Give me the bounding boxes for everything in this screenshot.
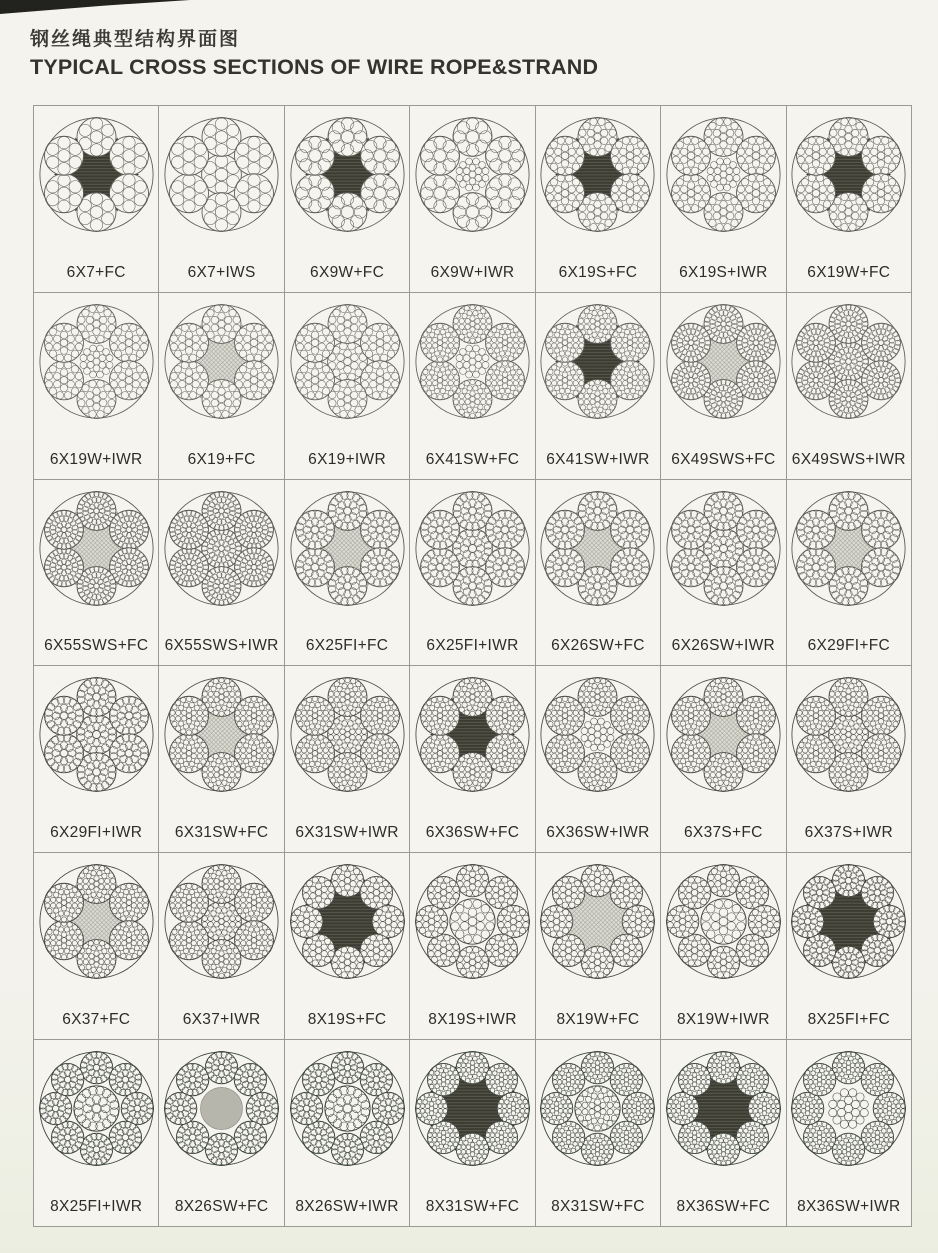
rope-cell	[787, 853, 912, 1040]
rope-label: 8X25FI+IWR	[50, 1197, 143, 1215]
rope-label: 6X36SW+IWR	[546, 824, 650, 842]
rope-cell	[661, 1040, 786, 1227]
rope-label: 8X36SW+FC	[676, 1197, 771, 1215]
rope-label: 6X36SW+FC	[425, 824, 520, 842]
rope-cross-section-diagram	[412, 301, 533, 422]
rope-label: 6X7+FC	[66, 263, 126, 281]
rope-cross-section-diagram	[788, 301, 909, 422]
rope-label: 8X26SW+FC	[174, 1197, 269, 1215]
rope-cross-section-diagram	[412, 1048, 533, 1169]
rope-label: 8X36SW+IWR	[797, 1197, 901, 1215]
rope-label: 8X19S+FC	[307, 1011, 387, 1029]
rope-cross-section-diagram	[36, 301, 157, 422]
rope-label: 6X25FI+FC	[305, 637, 389, 655]
rope-cell	[787, 480, 912, 667]
rope-cross-section-diagram	[412, 861, 533, 982]
rope-cell	[410, 666, 535, 853]
rope-cross-section-diagram	[537, 861, 658, 982]
page-title-chinese: 钢丝绳典型结构界面图	[30, 29, 241, 50]
rope-label: 8X26SW+IWR	[295, 1197, 399, 1215]
rope-cell	[285, 106, 410, 293]
rope-cell	[661, 666, 786, 853]
rope-cell	[410, 480, 535, 667]
rope-cell	[285, 293, 410, 480]
rope-cell	[159, 1040, 284, 1227]
rope-cell	[787, 666, 912, 853]
rope-label: 6X19+FC	[187, 450, 256, 468]
rope-label: 6X19W+FC	[807, 263, 891, 281]
scan-artifact-corner	[0, 0, 190, 14]
rope-cross-section-diagram	[663, 114, 784, 235]
rope-cross-section-diagram	[36, 861, 157, 982]
rope-cross-section-diagram	[36, 114, 157, 235]
rope-label: 8X25FI+FC	[807, 1011, 890, 1029]
rope-label: 6X41SW+FC	[425, 450, 520, 468]
rope-cross-section-diagram	[663, 301, 784, 422]
rope-cross-section-diagram	[287, 488, 408, 609]
rope-label: 6X31SW+FC	[174, 824, 269, 842]
rope-label: 6X55SWS+IWR	[164, 637, 279, 655]
rope-label: 6X19S+IWR	[679, 263, 768, 281]
rope-cell	[285, 480, 410, 667]
rope-label: 6X29FI+IWR	[50, 824, 143, 842]
rope-cell	[410, 106, 535, 293]
rope-cross-section-diagram	[287, 1048, 408, 1169]
rope-label: 6X9W+IWR	[430, 263, 515, 281]
rope-cell	[159, 106, 284, 293]
rope-label: 6X37S+IWR	[804, 824, 893, 842]
rope-cell	[34, 293, 159, 480]
rope-label: 6X41SW+IWR	[546, 450, 650, 468]
rope-cell	[34, 853, 159, 1040]
rope-label: 6X49SWS+IWR	[791, 450, 906, 468]
rope-cross-section-diagram	[537, 1048, 658, 1169]
rope-label: 8X19S+IWR	[428, 1011, 517, 1029]
page-title-english: TYPICAL CROSS SECTIONS OF WIRE ROPE&STRAND	[30, 54, 599, 79]
rope-cell	[34, 666, 159, 853]
rope-cross-section-diagram	[36, 488, 157, 609]
rope-label: 6X37S+FC	[684, 824, 763, 842]
rope-cell	[159, 293, 284, 480]
rope-cell	[536, 1040, 661, 1227]
rope-label: 6X9W+FC	[310, 263, 385, 281]
rope-cell	[34, 106, 159, 293]
rope-label: 8X19W+FC	[556, 1011, 640, 1029]
rope-label: 6X7+IWS	[187, 263, 256, 281]
rope-cross-section-diagram	[412, 674, 533, 795]
rope-cell	[410, 1040, 535, 1227]
rope-label: 6X37+IWR	[182, 1011, 261, 1029]
rope-label: 6X26SW+IWR	[671, 637, 776, 655]
rope-cell	[159, 666, 284, 853]
rope-cell	[536, 853, 661, 1040]
rope-label: 6X37+FC	[62, 1011, 131, 1029]
rope-cross-section-diagram	[788, 1048, 909, 1169]
rope-cell	[787, 106, 912, 293]
rope-label: 8X19W+IWR	[676, 1011, 770, 1029]
rope-cross-section-diagram	[161, 114, 282, 235]
rope-cross-section-diagram	[161, 301, 282, 422]
rope-label: 6X26SW+FC	[551, 637, 645, 655]
rope-cell	[661, 293, 786, 480]
rope-cross-section-diagram	[161, 861, 282, 982]
rope-cross-section-diagram	[537, 301, 658, 422]
rope-cell	[787, 293, 912, 480]
rope-cross-section-diagram	[663, 488, 784, 609]
rope-cross-section-diagram	[788, 674, 909, 795]
rope-cell	[159, 853, 284, 1040]
rope-label: 6X19+IWR	[308, 450, 386, 468]
rope-cross-section-diagram	[412, 488, 533, 609]
rope-cell	[34, 480, 159, 667]
rope-cross-section-diagram	[287, 861, 408, 982]
rope-cross-section-diagram	[537, 488, 658, 609]
rope-cell	[536, 293, 661, 480]
rope-cross-section-diagram	[537, 674, 658, 795]
rope-cell	[410, 293, 535, 480]
rope-label: 6X29FI+FC	[807, 637, 890, 655]
rope-label: 6X25FI+IWR	[426, 637, 519, 655]
rope-cross-section-diagram	[287, 674, 408, 795]
rope-label: 6X19W+IWR	[49, 450, 143, 468]
rope-label: 8X31SW+FC	[551, 1197, 645, 1215]
rope-cross-section-diagram	[161, 674, 282, 795]
rope-cell	[787, 1040, 912, 1227]
rope-cross-section-diagram	[36, 674, 157, 795]
rope-cross-section-diagram	[788, 488, 909, 609]
rope-cell	[159, 480, 284, 667]
rope-label: 6X31SW+IWR	[295, 824, 399, 842]
rope-cell	[661, 480, 786, 667]
rope-cross-section-diagram	[788, 861, 909, 982]
rope-cell	[536, 666, 661, 853]
rope-cell	[285, 666, 410, 853]
rope-cross-section-diagram	[161, 488, 282, 609]
cross-section-table	[33, 105, 912, 1227]
rope-cell	[661, 106, 786, 293]
rope-label: 8X31SW+FC	[425, 1197, 520, 1215]
rope-cross-section-diagram	[287, 114, 408, 235]
rope-cross-section-diagram	[537, 114, 658, 235]
rope-cell	[410, 853, 535, 1040]
rope-cell	[536, 480, 661, 667]
rope-cell	[34, 1040, 159, 1227]
rope-cell	[285, 1040, 410, 1227]
rope-cell	[285, 853, 410, 1040]
rope-cross-section-diagram	[663, 674, 784, 795]
rope-cross-section-diagram	[412, 114, 533, 235]
rope-label: 6X55SWS+FC	[44, 637, 149, 655]
rope-label: 6X49SWS+FC	[671, 450, 776, 468]
rope-cross-section-diagram	[663, 1048, 784, 1169]
rope-cross-section-diagram	[36, 1048, 157, 1169]
rope-cell	[661, 853, 786, 1040]
rope-cross-section-diagram	[287, 301, 408, 422]
rope-cell	[536, 106, 661, 293]
rope-cross-section-diagram	[663, 861, 784, 982]
rope-cross-section-diagram	[161, 1048, 282, 1169]
rope-cross-section-diagram	[788, 114, 909, 235]
page-header	[30, 28, 598, 81]
rope-label: 6X19S+FC	[558, 263, 638, 281]
